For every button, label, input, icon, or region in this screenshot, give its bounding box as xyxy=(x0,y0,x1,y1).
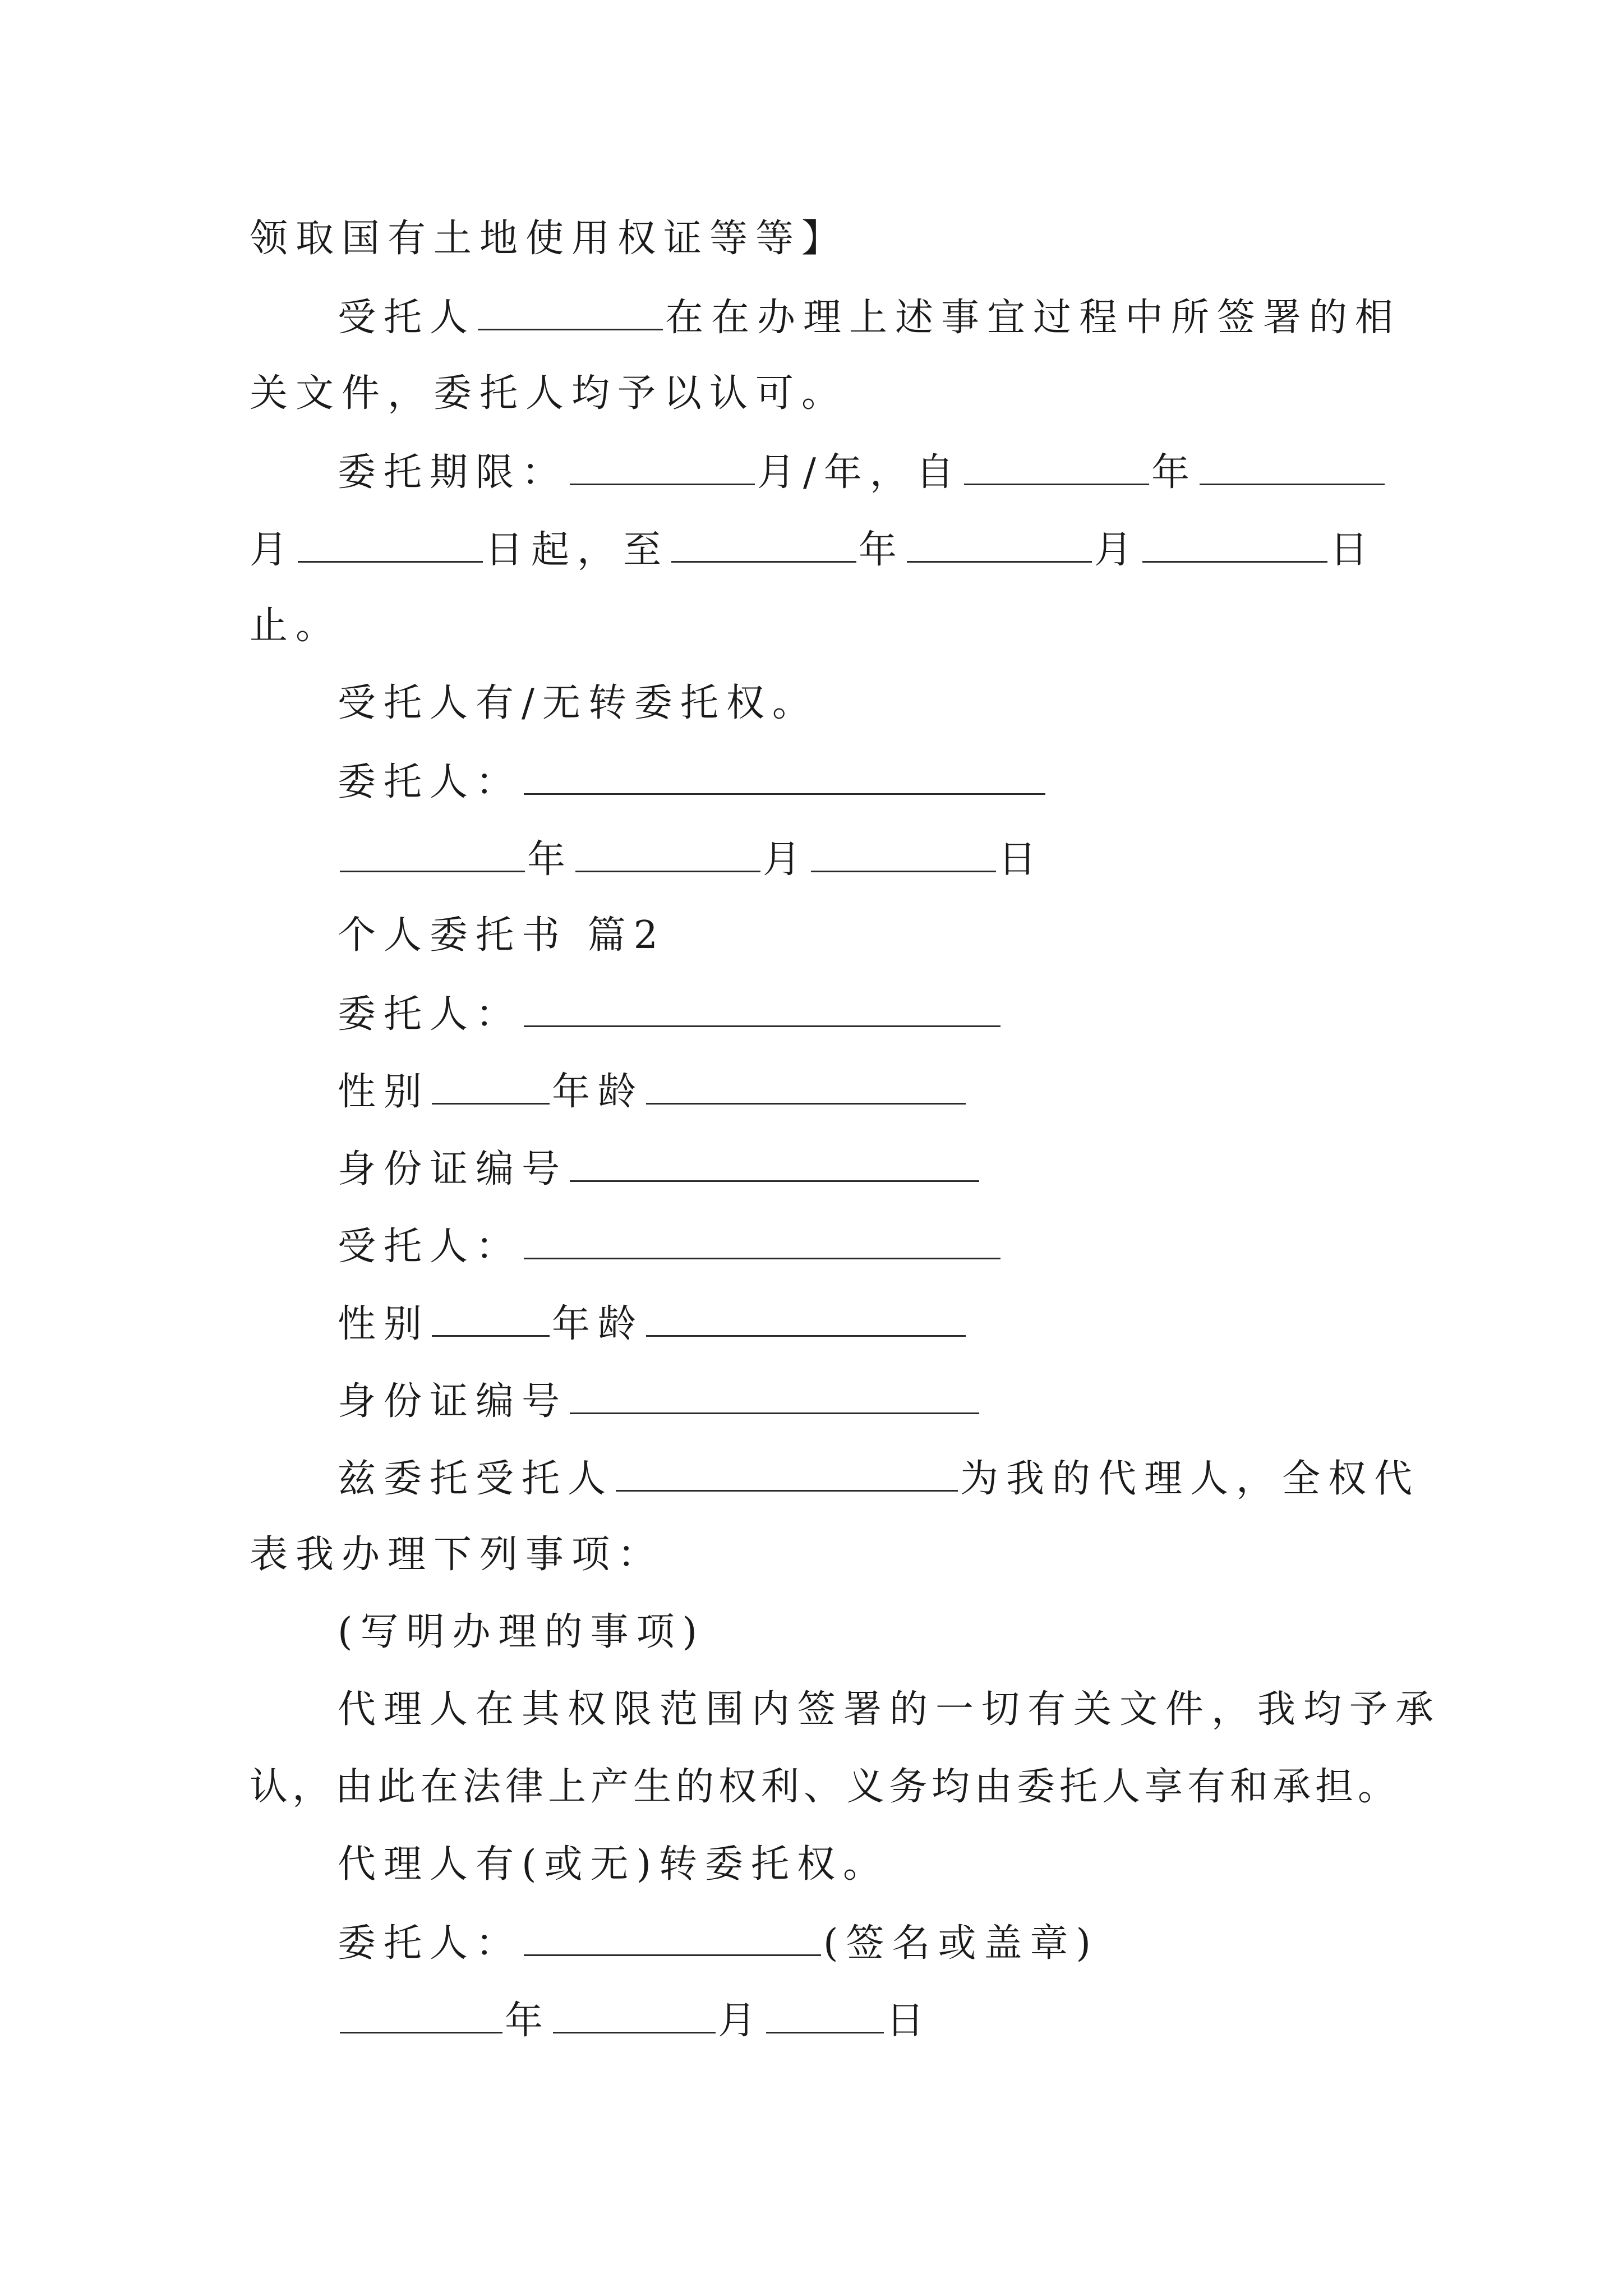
end-month-blank[interactable] xyxy=(907,530,1092,563)
date2-day-blank[interactable] xyxy=(766,2000,884,2033)
acknowledge-text-a: 代理人在其权限范围内签署的一切有关文件，我均予承 xyxy=(338,1687,1442,1732)
principal-line xyxy=(338,992,1003,1037)
agent-word: 受托人 xyxy=(338,296,476,340)
date1-line xyxy=(338,838,1045,882)
appoint-paragraph-line2 xyxy=(250,1533,664,1577)
approve-text-cont: 关文件，委托人均予以认可。 xyxy=(250,371,848,416)
principal-id-line xyxy=(338,1149,981,1189)
start-month-blank[interactable] xyxy=(1200,452,1385,485)
agent-gender-label: 性别 xyxy=(338,1302,430,1346)
appointed-agent-blank[interactable] xyxy=(616,1458,958,1492)
start-year-unit: 年 xyxy=(1151,450,1197,495)
signature1-blank[interactable] xyxy=(524,762,1045,795)
start-day-unit: 日起，至 xyxy=(485,528,670,572)
agent-id-line xyxy=(338,1379,981,1424)
principal-gender-age-line xyxy=(338,1070,968,1114)
principal-age-label: 年龄 xyxy=(552,1070,644,1114)
principal-age-blank[interactable] xyxy=(646,1071,966,1105)
agent-blank[interactable] xyxy=(524,1226,1000,1259)
principal-id-blank[interactable] xyxy=(570,1149,979,1182)
agent-gender-age-line xyxy=(338,1302,968,1346)
term-length-blank[interactable] xyxy=(570,452,755,485)
end-month-unit: 月 xyxy=(1094,528,1141,572)
term-paragraph-line1 xyxy=(338,450,1387,495)
continuation-text: 领取国有土地使用权证等等】 xyxy=(250,217,848,261)
agent-gender-blank[interactable] xyxy=(432,1304,550,1337)
start-month-unit: 月 xyxy=(250,528,296,572)
end-day-unit: 日 xyxy=(1330,528,1376,572)
agent-id-blank[interactable] xyxy=(570,1381,979,1414)
section2-title xyxy=(338,913,666,958)
date1-day-blank[interactable] xyxy=(811,839,996,872)
agent-name-blank[interactable] xyxy=(478,297,663,330)
sub-right-line xyxy=(338,681,818,725)
signature2-note: (签名或盖章) xyxy=(823,1921,1099,1966)
start-year-blank[interactable] xyxy=(964,452,1149,485)
term-paragraph-line2 xyxy=(250,528,1376,572)
principal-name-blank[interactable] xyxy=(524,994,1000,1027)
acknowledge-paragraph-line2 xyxy=(250,1765,1401,1809)
principal-id-label: 身份证编号 xyxy=(338,1147,568,1191)
date1-year: 年 xyxy=(527,838,574,882)
appoint-text-a: 兹委托受托人 xyxy=(338,1457,614,1501)
appoint-text-c: 表我办理下列事项： xyxy=(250,1533,664,1577)
date2-year: 年 xyxy=(505,1999,551,2043)
end-year-unit: 年 xyxy=(859,528,905,572)
signature2-line xyxy=(338,1921,1099,1966)
date2-month: 月 xyxy=(718,1999,764,2043)
approve-paragraph-line1 xyxy=(338,296,1401,340)
term-unit: 月/年，自 xyxy=(757,450,962,495)
approve-text: 在在办理上述事宜过程中所签署的相 xyxy=(665,296,1401,340)
agent-age-blank[interactable] xyxy=(646,1304,966,1337)
signature2-blank[interactable] xyxy=(524,1923,821,1956)
term-paragraph-line3 xyxy=(250,604,342,648)
sub-right-text: 受托人有/无转委托权。 xyxy=(338,681,818,725)
start-day-blank[interactable] xyxy=(298,530,483,563)
sub-right2-line xyxy=(338,1842,889,1887)
sub-right2-text: 代理人有(或无)转委托权。 xyxy=(338,1842,889,1887)
agent-line xyxy=(338,1225,1003,1269)
matters-text: (写明办理的事项) xyxy=(338,1610,706,1654)
date1-month-blank[interactable] xyxy=(575,839,760,872)
appoint-text-b: 为我的代理人，全权代 xyxy=(960,1457,1421,1501)
date1-year-blank[interactable] xyxy=(340,839,525,872)
date2-year-blank[interactable] xyxy=(340,2000,502,2033)
approve-paragraph-line2 xyxy=(250,371,848,416)
end-year-blank[interactable] xyxy=(671,530,856,563)
principal-gender-label: 性别 xyxy=(338,1070,430,1114)
signature2-label: 委托人： xyxy=(338,1921,522,1966)
continuation-line xyxy=(250,217,848,261)
appoint-paragraph-line1 xyxy=(338,1457,1421,1501)
acknowledge-paragraph-line1 xyxy=(338,1687,1442,1732)
acknowledge-text-b: 认，由此在法律上产生的权利、义务均由委托人享有和承担。 xyxy=(250,1765,1401,1809)
date2-day: 日 xyxy=(886,1999,933,2043)
signature1-label: 委托人： xyxy=(338,760,522,804)
date1-day: 日 xyxy=(998,838,1045,882)
date1-month: 月 xyxy=(763,838,809,882)
principal-gender-blank[interactable] xyxy=(432,1071,550,1105)
term-label: 委托期限： xyxy=(338,450,568,495)
date2-line xyxy=(338,1999,933,2043)
end-day-blank[interactable] xyxy=(1142,530,1327,563)
agent-label: 受托人： xyxy=(338,1225,522,1269)
term-end: 止。 xyxy=(250,604,342,648)
agent-id-label: 身份证编号 xyxy=(338,1379,568,1424)
principal-label: 委托人： xyxy=(338,992,522,1037)
agent-age-label: 年龄 xyxy=(552,1302,644,1346)
section2-title-text: 个人委托书 篇2 xyxy=(338,913,666,958)
signature1-line xyxy=(338,762,1048,802)
date2-month-blank[interactable] xyxy=(553,2000,716,2033)
matters-line xyxy=(338,1610,706,1654)
